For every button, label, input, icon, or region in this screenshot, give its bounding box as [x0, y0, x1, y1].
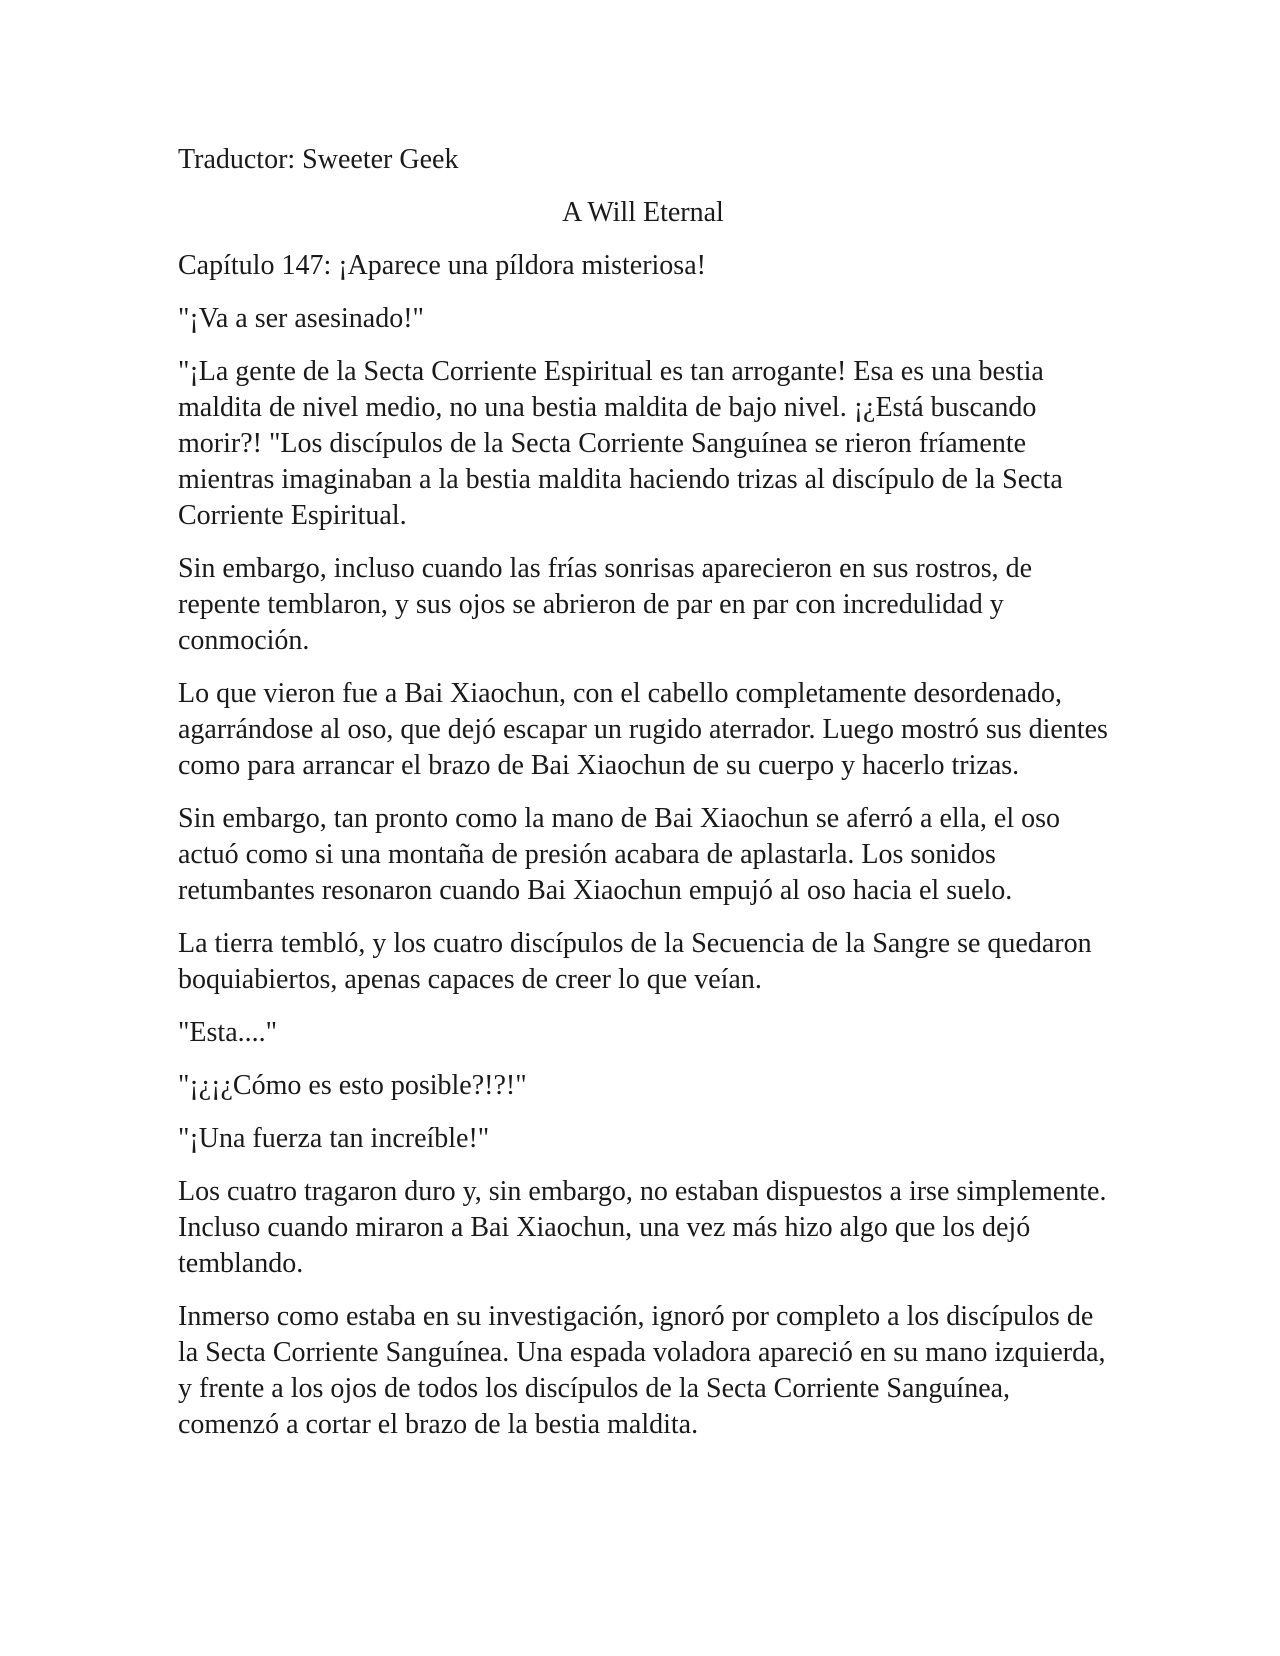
paragraph: Los cuatro tragaron duro y, sin embargo, no estaban dispuestos a irse simplemente. Incluso cuando miraron a Bai Xiaochun, una vez más hizo algo que los dejó temblando. [178, 1176, 1107, 1279]
paragraph: "Esta...." [178, 1017, 278, 1048]
document-page [178, 142, 1108, 1460]
paragraph: Sin embargo, incluso cuando las frías sonrisas aparecieron en sus rostros, de repente temblaron, y sus ojos se abrieron de par en par con incredulidad y conmoción. [178, 553, 1033, 656]
paragraph: "¡¿¡¿Cómo es esto posible?!?!" [178, 1070, 527, 1101]
paragraph: Inmerso como estaba en su investigación, ignoró por completo a los discípulos de la Secta Corriente Sanguínea. Una espada voladora apareció en su mano izquierda, y frente a los ojos de todos los discípulos de la Secta Corriente Sanguínea, comenzó a cortar el brazo de la bestia maldita. [178, 1301, 1106, 1440]
paragraph: "¡Una fuerza tan increíble!" [178, 1123, 490, 1154]
translator-credit: Traductor: Sweeter Geek [178, 144, 459, 175]
book-title: A Will Eternal [562, 197, 724, 228]
paragraph: "¡La gente de la Secta Corriente Espiritual es tan arrogante! Esa es una bestia maldita de nivel medio, no una bestia maldita de bajo nivel. ¡¿Está buscando morir?! "Los discípulos de la Secta Corriente Sanguínea se rieron fríamente mientras imaginaban a la bestia maldita haciendo trizas al discípulo de la Secta Corriente Espiritual. [178, 356, 1063, 531]
paragraph: Sin embargo, tan pronto como la mano de Bai Xiaochun se aferró a ella, el oso actuó como si una montaña de presión acabara de aplastarla. Los sonidos retumbantes resonaron cuando Bai Xiaochun empujó al oso hacia el suelo. [178, 803, 1060, 906]
paragraph: "¡Va a ser asesinado!" [178, 303, 424, 334]
chapter-heading: Capítulo 147: ¡Aparece una píldora misteriosa! [178, 250, 706, 281]
paragraph: Lo que vieron fue a Bai Xiaochun, con el cabello completamente desordenado, agarrándose al oso, que dejó escapar un rugido aterrador. Luego mostró sus dientes como para arrancar el brazo de Bai Xiaochun de su cuerpo y hacerlo trizas. [178, 678, 1108, 781]
paragraph: La tierra tembló, y los cuatro discípulos de la Secuencia de la Sangre se quedaron boquiabiertos, apenas capaces de creer lo que veían. [178, 928, 1092, 995]
